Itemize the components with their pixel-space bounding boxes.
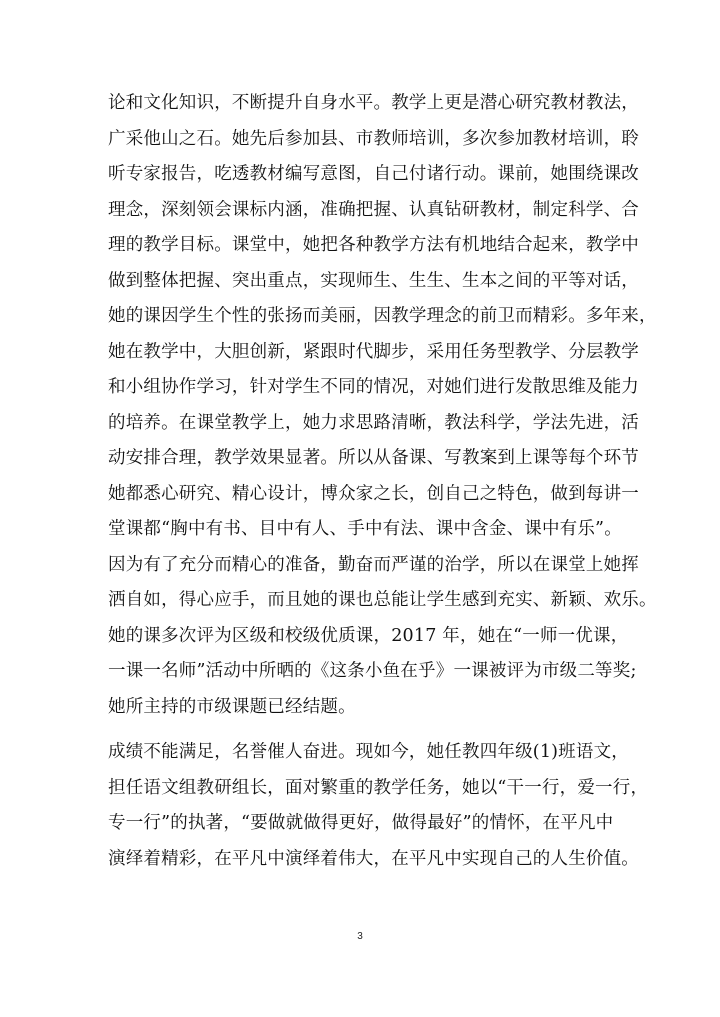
paragraph-2 bbox=[108, 735, 649, 877]
text-line: 她都悉心研究、精心设计，博众家之长，创自己之特色，做到每讲一 bbox=[108, 483, 639, 504]
text-line: 做到整体把握、突出重点，实现师生、生生、生本之间的平等对话， bbox=[108, 270, 639, 291]
text-line: 她在教学中，大胆创新，紧跟时代脚步，采用任务型教学、分层教学 bbox=[108, 341, 639, 362]
text-line: 担任语文组教研组长，面对繁重的教学任务，她以“干一行，爱一行， bbox=[108, 777, 649, 798]
body-text bbox=[108, 86, 657, 877]
text-line: 广采他山之石。她先后参加县、市教师培训，多次参加教材培训，聆 bbox=[108, 128, 639, 149]
text-line: 听专家报告，吃透教材编写意图，自己付诸行动。课前，她围绕课改 bbox=[108, 164, 639, 184]
text-line: 洒自如，得心应手，而且她的课也总能让学生感到充实、新颖、欢乐。 bbox=[108, 590, 657, 610]
text-line: 和小组协作学习，针对学生不同的情况，对她们进行发散思维及能力 bbox=[108, 377, 639, 397]
text-line: 的培养。在课堂教学上，她力求思路清晰，教法科学，学法先进，活 bbox=[108, 412, 639, 433]
paragraph-gap bbox=[108, 725, 618, 735]
paragraph-1 bbox=[108, 86, 657, 725]
text-line: 她的课多次评为区级和校级优质课，2017 年，她在“一师一优课， bbox=[108, 625, 629, 646]
text-line: 专一行”的执著，“要做就做得更好，做得最好”的情怀，在平凡中 bbox=[108, 813, 614, 833]
text-line: 她所主持的市级课题已经结题。 bbox=[108, 696, 356, 717]
text-line: 成绩不能满足，名誉催人奋进。现如今，她任教四年级(1)班语文， bbox=[108, 742, 629, 762]
text-line: 动安排合理，教学效果显著。所以从备课、写教案到上课等每个环节 bbox=[108, 448, 639, 468]
text-line: 一课一名师”活动中所晒的《这条小鱼在乎》一课被评为市级二等奖; bbox=[108, 661, 637, 681]
text-line: 理的教学目标。课堂中，她把各种教学方法有机地结合起来，教学中 bbox=[108, 235, 639, 255]
page-number: 3 bbox=[357, 931, 363, 942]
text-line: 理念，深刻领会课标内涵，准确把握、认真钻研教材，制定科学、合 bbox=[108, 199, 639, 220]
text-line: 因为有了充分而精心的准备，勤奋而严谨的治学，所以在课堂上她挥 bbox=[108, 554, 639, 575]
text-line: 论和文化知识，不断提升自身水平。教学上更是潜心研究教材教法， bbox=[108, 93, 639, 113]
text-line: 她的课因学生个性的张扬而美丽，因教学理念的前卫而精彩。多年来， bbox=[108, 306, 657, 326]
text-line: 演绎着精彩，在平凡中演绎着伟大，在平凡中实现自己的人生价值。 bbox=[108, 848, 639, 869]
text-line: 堂课都“胸中有书、目中有人、手中有法、课中含金、课中有乐”。 bbox=[108, 519, 622, 539]
